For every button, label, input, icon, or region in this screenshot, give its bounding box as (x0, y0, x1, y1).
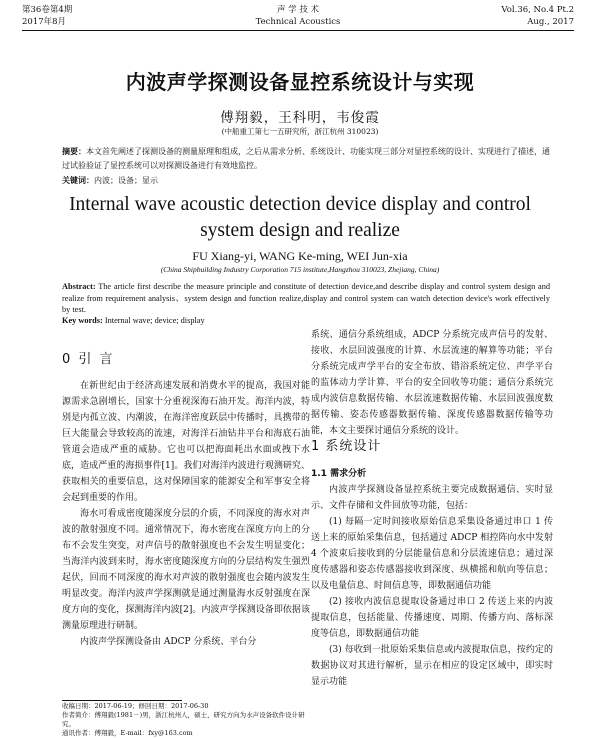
left-column-body (62, 378, 310, 650)
running-header (22, 4, 574, 30)
affiliation-cn: (中船重工第七一五研究所，浙江杭州 310023) (221, 127, 379, 136)
journal-name-en: Technical Acoustics (255, 17, 341, 27)
paper-title-en: Internal wave acoustic detection device display and control system design and realize (69, 194, 531, 241)
subsection-1-1-heading: 1.1 需求分析 (311, 469, 367, 479)
paragraph: (1) 每隔一定时间接收原始信息采集设备通过串口 1 传送上来的原始采集信息，包括通过 ADCP 相控阵向水中发射 4 个波束后接收到的分层能量信息和分层流速信息；通过深度传感器和姿态传感器接收到深度、纵横摇和航向等信息；以及电量信息、时间信息等，即数据通信功能 (311, 517, 553, 591)
abstract-cn-label: 摘要： (62, 146, 86, 156)
header-rule (22, 30, 574, 31)
header-right (501, 4, 574, 28)
abstract-cn-text: 本文首先阐述了探测设备的测量原理和组成，之后从需求分析、系统设计、功能实现三部分对显控系统的设计、实现进行了描述，通过试验验证了显控系统可以对探测设备进行有效地监控。 (62, 147, 550, 170)
volume-issue-en: Vol.36, No.4 Pt.2 (501, 5, 574, 15)
keywords-en-label: Key words: (62, 316, 103, 325)
paragraph: 内波声学探测设备显控系统主要完成数据通信、实时显示、文件存储和文件回放等功能，包括： (311, 485, 553, 511)
abstract-en-text: The article first describe the measure principle and constitute of detection device,and describe display and control system design and realize from requirement analysis、system design and function realize,display and control system can watch detection device's work effectively by test. (62, 282, 550, 314)
header-center (22, 4, 574, 28)
paper-title-cn: 内波声学探测设备显控系统设计与实现 (125, 70, 475, 94)
keywords-cn-text: 内波；设备；显示 (94, 176, 158, 185)
paragraph: 系统、通信分系统组成，ADCP 分系统完成声信号的发射、接收、水层回波强度的计算、水层流速的解算等功能；平台分系统完成声学平台的安全布放、错浴系统定位、声学平台的监体动力学计算、平台的安全回收等功能；通信分系统完成内波信息数据传输、水层流速数据传输、水层回波强度数据传输、姿态传感器数据传输、深度传感器数据传输等功能，本文主要探讨通信分系统的设计。 (311, 330, 553, 436)
paragraph: 海水可看成密度随深度分层的介质，不同深度的海水对声波的散射强度不同。通常情况下，海水密度在深度方向上的分布不会发生突变，对声信号的散射强度也不会发生明显变化；当海洋内波到来时，海水密度随深度方向的分层结构发生强烈起伏，回而不同深度的海水对声波的散射强度也会随内波发生明显改变。海洋内波声学探测就是通过测量海水反射强度在深度方向的变化，探测海洋内波[2]。内波声学探测设备即依据该测量原理进行研制。 (62, 509, 310, 631)
footnote-rule (62, 700, 182, 701)
volume-issue: 第36卷第4期 (22, 5, 73, 15)
paragraph: 在新世纪由于经济高速发展和消费水平的提高，我国对能源需求急剧增长，国家十分重视深海石油开发。海洋内波，特别是内孤立波、内潮波，在海洋密度跃层中传播时，具携带的巨大能量会导致较高的流速，对海洋石油钻井平台和海底石油管道会造成严重的威胁。它也可以把海面耗出水面或拽下水底，造成严重的海损事件[1]。我们对海洋内波进行观测研究、获取相关的重要信息，这对保障国家的能源安全和军事安全将会起到重要的作用。 (62, 381, 310, 503)
keywords-cn (62, 174, 550, 187)
affiliation-en: (China Shipbuilding Industry Corporation 715 institute,Hangzhou 310023, Zhejiang, China) (160, 265, 440, 274)
footnote-author: 作者简介：傅翔毅(1981－)男，浙江杭州人，硕士，研究方向为水声设备软件设计研究。 (62, 711, 305, 728)
right-column-top (311, 327, 553, 439)
keywords-en (62, 315, 550, 326)
paragraph: (2) 接收内波信息提取设备通过串口 2 传送上来的内波提取信息，包括能量、传播速度、周期、传播方向、落标深度等信息，即数据通信功能 (311, 597, 553, 639)
footnote-contact: 通讯作者：傅翔毅，E-mail：fxy@163.com (62, 729, 193, 737)
publication-date-en: Aug., 2017 (527, 17, 574, 27)
abstract-cn (62, 144, 550, 173)
section-1-heading: 1 系统设计 (311, 439, 382, 454)
right-column-body (311, 482, 553, 690)
authors-en: FU Xiang-yi, WANG Ke-ming, WEI Jun-xia (192, 249, 408, 263)
keywords-en-text: Internal wave; device; display (104, 316, 205, 325)
footnote-received: 收稿日期：2017-06-19；修回日期：2017-06-30 (62, 702, 209, 710)
paragraph: (3) 每收到一批原始采集信息或内波提取信息，按约定的数据协议对其进行解析，显示在相应的设定区域中，即实时显示功能 (311, 645, 553, 687)
footnote (62, 702, 310, 738)
abstract-en-label: Abstract: (62, 282, 96, 291)
abstract-en (62, 281, 550, 316)
journal-name-cn: 声 学 技 术 (276, 5, 320, 15)
paragraph: 内波声学探测设备由 ADCP 分系统、平台分 (80, 637, 257, 647)
authors-cn: 傅翔毅，王科明，韦俊霞 (220, 110, 380, 126)
keywords-cn-label: 关键词： (62, 175, 94, 185)
publication-date: 2017年8月 (22, 17, 67, 27)
section-0-heading: 0 引 言 (62, 352, 115, 367)
